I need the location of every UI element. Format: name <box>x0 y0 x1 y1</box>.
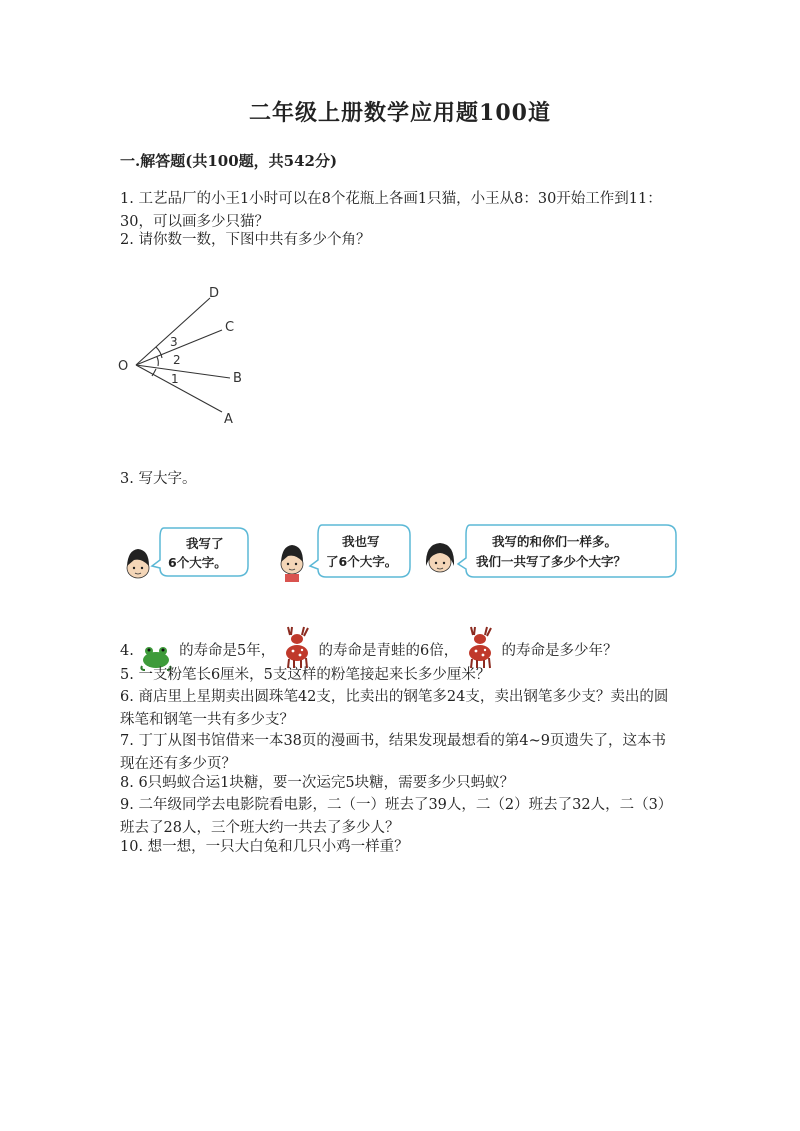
speech-bubble-3 <box>458 525 676 577</box>
child-2-icon <box>281 545 303 582</box>
question-9: 9. 二年级同学去电影院看电影，二（一）班去了39人，二（2）班去了32人，二（3）班去了28人，三个班大约一共去了多少人？ <box>120 797 673 836</box>
angle-number-1: 1 <box>171 372 179 386</box>
question-8: 8. 6只蚂蚁合运1块糖，要一次运完5块糖，需要多少只蚂蚁？ <box>120 775 515 791</box>
child-3-icon <box>426 543 454 572</box>
question-5: 5. 一支粉笔长6厘米，5支这样的粉笔接起来长多少厘米？ <box>120 667 491 683</box>
question-4-part-c: 的寿命是多少年？ <box>501 643 618 659</box>
question-3: 3. 写大字。 <box>120 471 197 487</box>
question-4-number: 4. <box>120 643 134 659</box>
speech-bubble-illustration <box>120 520 680 584</box>
question-4-part-b: 的寿命是青蛙的6倍， <box>318 643 459 659</box>
question-1: 1. 工艺品厂的小王1小时可以在8个花瓶上各画1只猫，小王从8：30开始工作到11：30，可以画多少只猫？ <box>120 191 662 230</box>
ray-label-a: A <box>224 412 233 427</box>
bubble-2-line-2: 了6个大字。 <box>326 554 398 569</box>
speech-bubble-2 <box>310 525 410 577</box>
bubble-1-line-2: 6个大字。 <box>168 555 227 570</box>
page-title: 二年级上册数学应用题100道 <box>249 100 551 126</box>
bubble-2-line-1: 我也写 <box>342 534 380 549</box>
angle-diagram <box>112 280 272 430</box>
speech-bubble-1 <box>152 528 248 576</box>
child-1-icon <box>127 549 149 578</box>
question-4-part-a: 的寿命是5年， <box>179 643 276 659</box>
ray-label-b: B <box>233 371 242 386</box>
question-7: 7. 丁丁从图书馆借来一本38页的漫画书，结果发现最想看的第4~9页遗失了，这本书现在还有多少页？ <box>120 733 666 772</box>
bubble-1-line-1: 我写了 <box>186 536 224 551</box>
question-10: 10. 想一想，一只大白兔和几只小鸡一样重？ <box>120 839 409 855</box>
question-2: 2. 请你数一数，下图中共有多少个角？ <box>120 232 371 248</box>
angle-number-2: 2 <box>173 353 181 367</box>
ray-label-c: C <box>225 320 235 335</box>
angle-number-3: 3 <box>170 335 178 349</box>
section-heading: 一.解答题(共100题，共542分) <box>120 152 338 170</box>
vertex-label: O <box>118 359 129 374</box>
ray-label-d: D <box>209 286 220 301</box>
question-6: 6. 商店里上星期卖出圆珠笔42支，比卖出的钢笔多24支，卖出钢笔多少支？卖出的圆珠笔和钢笔一共有多少支？ <box>120 689 669 728</box>
bubble-3-line-2: 我们一共写了多少个大字？ <box>476 554 627 569</box>
bubble-3-line-1: 我写的和你们一样多。 <box>492 534 618 549</box>
